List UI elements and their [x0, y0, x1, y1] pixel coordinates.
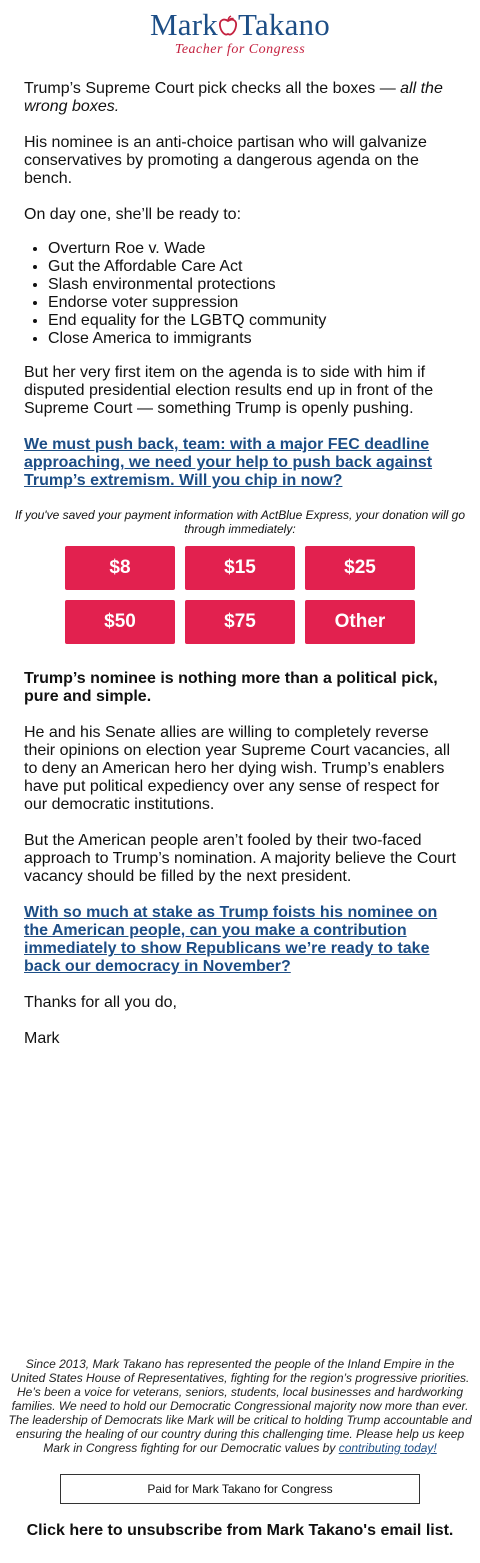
footer-about-text: Since 2013, Mark Takano has represented the people of the Inland Empire in the United States House of Representatives, fighting for the region’s progressive priorities. He’s been a voice for veterans, seniors, students, local businesses and hardworking families. We need to hold our Democratic Congressional majority now more than ever. The leadership of Democrats like Mark will be critical to holding Trump accountable and ensuring the healing of our country during this challenging time. Please help us keep Mark in Congress fighting for our Democratic values by: [8, 1357, 472, 1455]
first-item-paragraph: But her very first item on the agenda is to side with him if disputed presidential election results end up in front of the Supreme Court — something Trump is openly pushing.: [24, 364, 434, 417]
donate-15-button[interactable]: $15: [185, 546, 295, 590]
logo-tagline: Teacher for Congress: [174, 42, 306, 57]
logo-name-first: Mark: [150, 7, 218, 42]
list-item: • End equality for the LGBTQ community: [48, 312, 468, 330]
american-people-paragraph: But the American people aren’t fooled by their two-faced approach to Trump’s nomination. A majority believe the Court vacancy should be filled by the next president.: [24, 832, 456, 885]
day-one-paragraph: On day one, she’ll be ready to:: [24, 206, 242, 223]
donate-other-button[interactable]: Other: [305, 600, 415, 644]
intro-italic: all the wrong boxes.: [24, 80, 443, 115]
list-item: • Overturn Roe v. Wade: [48, 240, 468, 258]
list-item: • Endorse voter suppression: [48, 294, 468, 312]
thanks-line: Thanks for all you do,: [24, 994, 177, 1011]
push-back-link[interactable]: We must push back, team: with a major FEC deadline approaching, we need your help to push back against Trump’s extremism. Will you chip in now?: [24, 436, 433, 489]
agenda-list: [24, 240, 468, 348]
logo: [0, 8, 480, 58]
unsubscribe-link[interactable]: Click here to unsubscribe from Mark Takano's email list.: [26, 1522, 454, 1539]
intro-paragraph: [24, 80, 460, 116]
list-item: • Slash environmental protections: [48, 276, 468, 294]
apple-icon: [218, 10, 238, 32]
political-pick-heading: Trump’s nominee is nothing more than a political pick, pure and simple.: [24, 670, 438, 705]
list-item: • Gut the Affordable Care Act: [48, 258, 468, 276]
paid-for-box: Paid for Mark Takano for Congress: [60, 1474, 420, 1504]
donate-50-button[interactable]: $50: [65, 600, 175, 644]
logo-name-last: Takano: [237, 7, 330, 42]
signature: Mark: [24, 1030, 60, 1047]
senate-allies-paragraph: He and his Senate allies are willing to completely reverse their opinions on election year Supreme Court vacancies, all to deny an American hero her dying wish. Trump’s enablers have put political expediency over any sense of respect for our democratic institutions.: [24, 724, 451, 813]
contributing-today-link[interactable]: contributing today!: [338, 1441, 437, 1455]
logo-name: [0, 8, 480, 42]
donate-75-button[interactable]: $75: [185, 600, 295, 644]
nominee-paragraph: His nominee is an anti-choice partisan who will galvanize conservatives by promoting a dangerous agenda on the bench.: [24, 134, 427, 187]
list-item: • Close America to immigrants: [48, 330, 468, 348]
footer-about: [8, 1357, 472, 1455]
actblue-express-note: If you've saved your payment information with ActBlue Express, your donation will go through immediately:: [14, 508, 466, 536]
donate-8-button[interactable]: $8: [65, 546, 175, 590]
donate-25-button[interactable]: $25: [305, 546, 415, 590]
contribution-link[interactable]: With so much at stake as Trump foists his nominee on the American people, can you make a contribution immediately to show Republicans we’re ready to take back our democracy in November?: [24, 904, 438, 975]
intro-lead: Trump’s Supreme Court pick checks all the boxes —: [24, 80, 401, 97]
